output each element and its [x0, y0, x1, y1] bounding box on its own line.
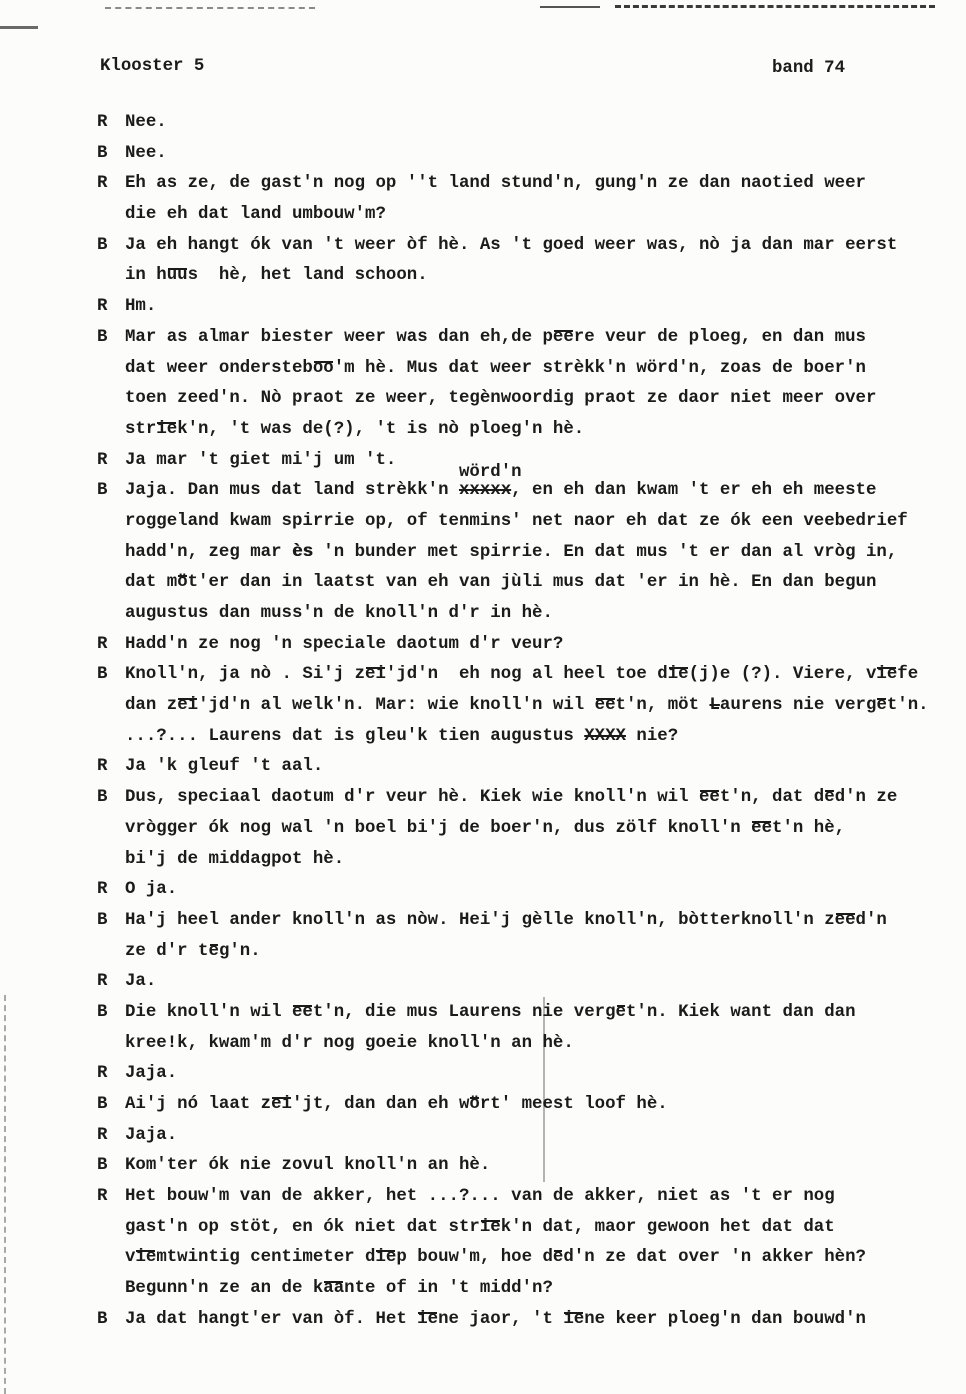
transcript-text: Jaja. — [125, 1064, 178, 1084]
transcript-line — [97, 1213, 929, 1244]
transcript-line — [97, 1059, 929, 1090]
transcript-text: toen zeed'n. Nò praot ze weer, tegènwoordig praot ze daor niet meer over — [125, 389, 877, 409]
transcript-line — [97, 415, 929, 446]
transcript-line — [97, 323, 929, 354]
scan-artifact-top-dash — [105, 7, 315, 9]
transcript-text: augustus dan muss'n de knoll'n d'r in hè. — [125, 604, 553, 623]
transcript-line — [97, 783, 929, 814]
speaker-label: R — [97, 634, 108, 654]
speaker-label: B — [97, 1309, 108, 1329]
transcript-text: ...?... Laurens dat is gleu'k tien augustus — [125, 726, 585, 746]
speaker-label: B — [97, 1095, 108, 1114]
speaker-label: B — [97, 143, 108, 163]
transcript-text: ne jaor, 't — [438, 1309, 564, 1329]
transcript-line — [97, 875, 929, 906]
transcript-line — [97, 937, 929, 968]
speaker-label: R — [97, 113, 108, 132]
speaker-label: B — [97, 665, 108, 685]
transcript-text: hadd'n, zeg mar — [125, 542, 292, 562]
transcript-text: d'n ze dat over 'n akker hèn? — [563, 1248, 866, 1268]
transcript-text: Het bouw'm van de akker, het ...?... van de akker, niet as 't er nog — [125, 1187, 835, 1207]
transcript-line — [97, 1151, 929, 1182]
transcript-text: Nee. — [125, 113, 167, 132]
transcript-line — [97, 261, 929, 292]
transcript-text: Hm. — [125, 297, 157, 317]
transcript-text: Ja mar 't giet mi'j um 't. — [125, 450, 397, 470]
macron-text: ö — [469, 1095, 480, 1114]
transcript-line — [97, 1182, 929, 1213]
transcript-text: nie? — [625, 726, 679, 746]
macron-text: ei — [271, 1095, 292, 1114]
macron-text: ee — [552, 327, 574, 347]
transcript-text: str — [125, 419, 157, 439]
transcript-text: d'n — [855, 910, 887, 930]
transcript-text: Ja. — [125, 972, 157, 992]
macron-text: ee — [699, 788, 720, 808]
transcript-text: Eh as ze, de gast'n nog op ''t land stund'n, gung'n ze dan naotied weer — [125, 174, 866, 194]
transcript-text: d'n ze — [834, 788, 898, 808]
transcript-text: t'n, möt — [615, 696, 710, 716]
transcript-text: Ja dat hangt'er van òf. Het — [125, 1309, 418, 1329]
transcript-line — [97, 906, 929, 937]
transcript-line — [97, 1029, 929, 1060]
transcript-text: nte of in 't midd'n? — [344, 1279, 553, 1299]
transcript-text: gast'n op stöt, en ók niet dat str — [125, 1217, 480, 1237]
transcript-line — [97, 1274, 929, 1305]
transcript-text: Knoll'n, ja nò . Si'j z — [125, 665, 366, 685]
transcript-text: (j)e (?). Viere, v — [688, 665, 877, 685]
transcript-line — [97, 814, 929, 845]
macron-text: ie — [135, 1248, 157, 1268]
macron-text: ee — [834, 910, 856, 930]
transcript-text: v — [125, 1248, 136, 1268]
transcript-text: Jaja. Dan mus dat land strèkk'n — [125, 481, 459, 501]
transcript-line — [97, 967, 929, 998]
transcript-line — [97, 691, 929, 722]
band-number: band 74 — [772, 59, 846, 78]
typed-correction: wörd'n — [458, 463, 522, 483]
transcript-line — [97, 568, 929, 599]
transcript-line — [97, 660, 929, 691]
transcript-text: 'jt, dan dan eh w — [291, 1095, 470, 1114]
transcript-line — [97, 292, 929, 323]
transcript-text: dan z — [125, 696, 178, 716]
speaker-label: R — [97, 880, 108, 900]
transcript-text: Kom'ter ók nie zovul knoll'n an hè. — [125, 1156, 491, 1176]
transcript-text: Mar as almar biester weer was dan eh,de p — [125, 327, 553, 347]
transcript-text: Ha'j heel ander knoll'n as nòw. Hei'j gèlle knoll'n, bòtterknoll'n z — [125, 910, 835, 930]
transcript-text: t'n, dat d — [719, 788, 825, 808]
speaker-label: B — [97, 910, 108, 930]
speaker-label: R — [97, 1125, 108, 1145]
transcript-text: rt' meest loof hè. — [479, 1095, 668, 1114]
transcript-text: Jaja. — [125, 1125, 178, 1145]
transcript-text: re veur de ploeg, en dan mus — [573, 327, 866, 347]
macron-text: ie — [876, 665, 898, 685]
transcript-text: Die knoll'n wil — [125, 1002, 292, 1022]
transcript-text: roggeland kwam spirrie op, of tenmins' net naor eh dat ze ók een veebedrief — [125, 511, 908, 531]
transcript-text: k'n dat, maor gewoon het dat dat — [500, 1217, 835, 1237]
transcript-line — [97, 200, 929, 231]
transcript-text: Dus, speciaal daotum d'r veur hè. Kiek wie knoll'n wil — [125, 788, 699, 808]
transcript-line — [97, 169, 929, 200]
speaker-label: B — [97, 235, 108, 255]
speaker-label: R — [97, 757, 108, 777]
macron-text: e — [615, 1002, 626, 1022]
scan-artifact-top-dash — [615, 5, 935, 8]
transcript-text: t'n. — [886, 696, 929, 716]
transcript-text: O ja. — [125, 880, 178, 900]
macron-text: e — [824, 788, 835, 808]
transcript — [97, 108, 929, 1336]
transcript-text: aurens nie verg — [719, 696, 877, 716]
macron-text: ie — [479, 1217, 501, 1237]
transcript-line — [97, 998, 929, 1029]
speaker-label: B — [97, 1156, 108, 1176]
transcript-line — [97, 1121, 929, 1152]
transcript-text: g'n. — [218, 941, 261, 961]
transcript-line — [97, 630, 929, 661]
transcript-line — [97, 599, 929, 630]
macron-text: e — [552, 1248, 564, 1268]
transcript-text: 'jd'n al welk'n. Mar: wie knoll'n wil — [198, 696, 595, 716]
transcript-text: bi'j de middagpot hè. — [125, 849, 345, 869]
macron-text: uu — [166, 266, 188, 286]
scan-artifact-left-dash — [0, 26, 38, 29]
speaker-label: B — [97, 481, 108, 501]
transcript-text: 'jd'n eh nog al heel toe d — [385, 665, 668, 685]
speaker-label: R — [97, 972, 108, 992]
transcript-text: dat weer ondersteb — [125, 358, 313, 378]
transcript-text: vrògger ók nog wal 'n boel bi'j de boer'n, dus zölf knoll'n — [125, 818, 752, 838]
corrected-word — [458, 463, 522, 507]
transcript-text: 'n bunder met spirrie. En dat mus 't er dan al vròg in, — [312, 542, 898, 562]
transcript-text: t'n. Kiek want dan dan — [625, 1002, 856, 1022]
transcript-text: ès — [291, 542, 313, 562]
macron-text: oo — [312, 358, 334, 378]
macron-text: ö — [177, 573, 188, 593]
transcript-line — [97, 231, 929, 262]
macron-text: ie — [156, 419, 178, 439]
macron-text: ei — [365, 665, 386, 685]
transcript-line — [97, 139, 929, 170]
scan-artifact-left-vertical-line — [4, 995, 6, 1394]
transcript-line — [97, 354, 929, 385]
speaker-label: R — [97, 174, 108, 194]
transcript-text: Ja eh hangt ók van 't weer òf hè. As 't goed weer was, nò ja dan mar eerst — [125, 235, 898, 255]
speaker-label: B — [97, 1002, 108, 1022]
transcript-text: t'n, die mus Laurens nie verg — [312, 1002, 616, 1022]
transcript-text: Ai'j nó laat z — [125, 1095, 272, 1114]
transcript-text: Hadd'n ze nog 'n speciale daotum d'r veur? — [125, 634, 564, 654]
transcript-text: dat m — [125, 573, 178, 593]
macron-text: ee — [751, 818, 773, 838]
transcript-text: Ja 'k gleuf 't aal. — [125, 757, 324, 777]
scan-artifact-top-dash — [540, 6, 600, 8]
speaker-label: B — [97, 788, 108, 808]
macron-text: ee — [291, 1002, 313, 1022]
speaker-label: R — [97, 450, 108, 470]
transcript-text: 'm hè. Mus dat weer strèkk'n wörd'n, zoas de boer'n — [333, 358, 866, 378]
transcript-text: Nee. — [125, 143, 167, 163]
struck-text: XXXX — [584, 726, 626, 746]
transcript-text: mtwintig centimeter d — [156, 1248, 376, 1268]
transcript-line — [97, 845, 929, 876]
macron-text: e — [876, 696, 887, 716]
transcript-line — [97, 384, 929, 415]
macron-text: aa — [323, 1279, 345, 1299]
speaker-label: R — [97, 1064, 108, 1084]
macron-text: ie — [563, 1309, 585, 1329]
speaker-label: R — [97, 1187, 108, 1207]
macron-text: ee — [594, 696, 616, 716]
macron-text: ie — [375, 1248, 397, 1268]
transcript-text: p bouw'm, hoe d — [396, 1248, 553, 1268]
transcript-line — [97, 1243, 929, 1274]
macron-text: ei — [177, 696, 199, 716]
transcript-text: t'er dan in laatst van eh van jùli mus dat 'er in hè. En dan begun — [187, 573, 877, 593]
transcript-line — [97, 108, 929, 139]
transcript-line — [97, 1305, 929, 1336]
transcript-line — [97, 463, 929, 507]
transcript-text: k'n, 't was de(?), 't is nò ploeg'n hè. — [177, 419, 585, 439]
transcript-text: ne keer ploeg'n dan bouwd'n — [584, 1309, 866, 1329]
struck-text: L — [709, 696, 720, 716]
speaker-label: B — [97, 327, 108, 347]
transcript-text: ze d'r t — [125, 941, 209, 961]
transcript-line — [97, 722, 929, 753]
struck-word: xxxxx — [458, 481, 512, 501]
transcript-text: kree!k, kwam'm d'r nog goeie knoll'n an hè. — [125, 1033, 574, 1053]
transcript-text: fe — [897, 665, 919, 685]
macron-text: ie — [417, 1309, 439, 1329]
transcript-text: Begunn'n ze an de k — [125, 1279, 324, 1299]
transcript-text: , en eh dan kwam 't er eh eh meeste — [511, 481, 877, 501]
transcript-text: t'n hè, — [772, 818, 846, 838]
transcript-text: s hè, het land schoon. — [187, 266, 428, 286]
page-title: Klooster 5 — [100, 57, 205, 76]
speaker-label: R — [97, 297, 108, 317]
transcript-text: in h — [125, 266, 167, 286]
transcript-line — [97, 1090, 929, 1121]
transcript-line — [97, 507, 929, 538]
macron-text: ie — [667, 665, 689, 685]
macron-text: e — [208, 941, 219, 961]
transcript-text: die eh dat land umbouw'm? — [125, 205, 386, 225]
transcript-line — [97, 538, 929, 569]
transcript-line — [97, 752, 929, 783]
